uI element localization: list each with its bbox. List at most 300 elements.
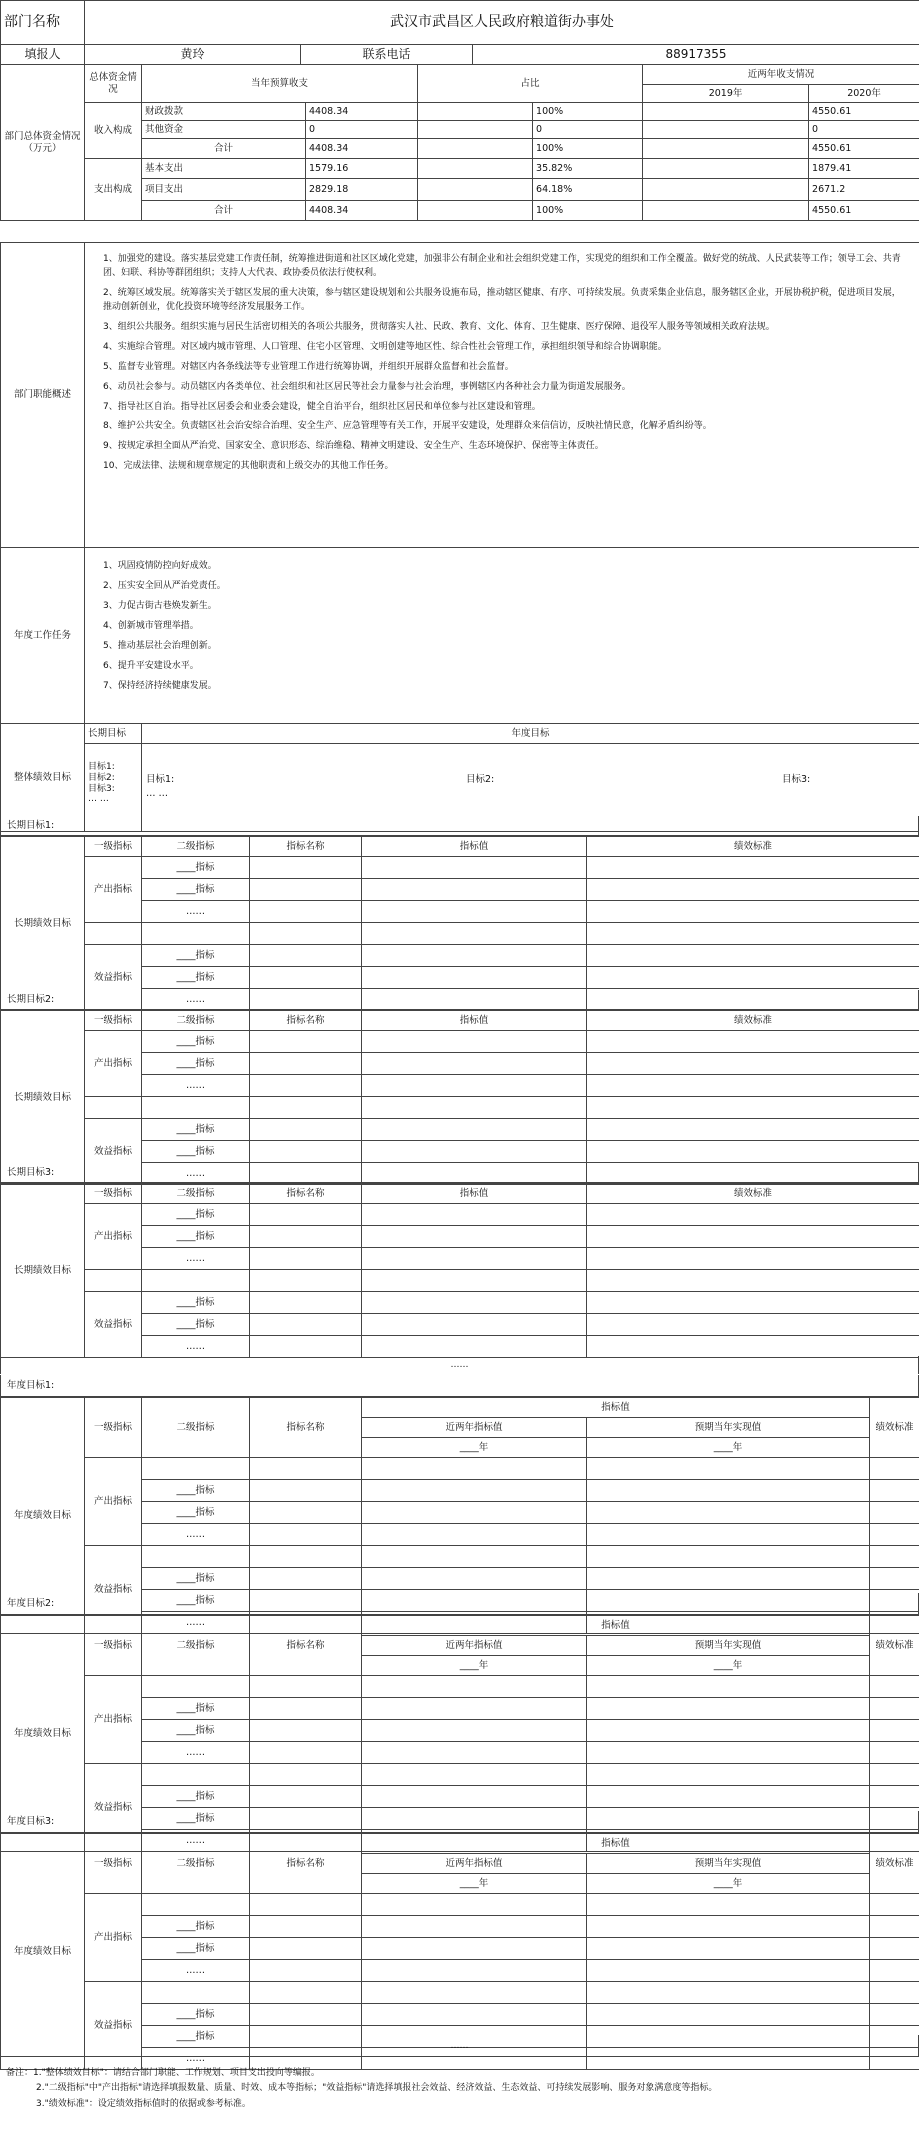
header-level2: 二级指标 (142, 1616, 250, 1676)
year-goal-2: 目标2: (466, 774, 495, 785)
empty-cell (250, 923, 362, 945)
expense-2019: 2671.2 (809, 179, 919, 201)
duty-item: 1、加强党的建设。落实基层党建工作责任制，统筹推进街道和社区区域化党建，加强非公有制企业和社会组织党建工作，实现党的组织和工作全覆盖。做好党的统战、人民武装等工作；领导工会、共青团、妇联、科协等群团组织；支持人大代表、政协委员依法行使权利。 (103, 254, 901, 278)
sub-indicator: ____指标 (142, 1119, 250, 1141)
header-table (0, 0, 919, 65)
empty-cell (362, 1292, 587, 1314)
long-side-label: 长期绩效目标 (1, 1011, 85, 1185)
expense-budget: 4408.34 (306, 201, 418, 221)
header-standard: 绩效标准 (870, 1398, 919, 1458)
sub-indicator: ____指标 (142, 1031, 250, 1053)
empty-cell (362, 879, 587, 901)
empty-cell (870, 2004, 919, 2026)
empty-cell (587, 1075, 919, 1097)
output-label: 产出指标 (85, 857, 142, 923)
funds-header-budget: 当年预算收支 (142, 65, 418, 103)
duties-list (85, 243, 919, 548)
empty-cell (250, 1031, 362, 1053)
note-item: 备注：1."整体绩效目标"：请结合部门职能、工作规划、项目支出投向等编报。 (6, 2068, 320, 2078)
empty-cell (870, 1524, 919, 1546)
duty-item: 7、指导社区自治。指导社区居委会和业委会建设，健全自治平台，组织社区居民和单位参与社区建设和管理。 (103, 401, 541, 412)
sub-indicator: ____指标 (142, 1808, 250, 1830)
empty-cell (870, 1916, 919, 1938)
empty-cell (250, 2004, 362, 2026)
year-goal-title: 年度目标2: (0, 1593, 919, 1615)
overall-label: 整体绩效目标 (1, 724, 85, 832)
year-goal-title: 年度目标3: (0, 1811, 919, 1833)
empty-cell (362, 1568, 587, 1590)
sub-indicator: ____指标 (142, 1720, 250, 1742)
empty-cell (250, 1676, 362, 1698)
header-level1: 一级指标 (85, 1398, 142, 1458)
empty-cell (870, 1676, 919, 1698)
long-side-label: 长期绩效目标 (1, 837, 85, 1011)
overview-table (0, 242, 919, 832)
sub-indicator: ____指标 (142, 1480, 250, 1502)
empty-cell (362, 967, 587, 989)
empty-cell (587, 1786, 870, 1808)
header-standard: 绩效标准 (870, 1834, 919, 1894)
empty-cell (250, 1336, 362, 1358)
header-level2: 二级指标 (142, 837, 250, 857)
empty-cell (870, 1938, 919, 1960)
phone-label: 联系电话 (301, 45, 473, 65)
empty-cell (362, 1075, 587, 1097)
income-name: 财政拨款 (142, 103, 306, 121)
sub-indicator: ____指标 (142, 1698, 250, 1720)
header-value: 指标值 (362, 837, 587, 857)
empty-cell (250, 1053, 362, 1075)
empty-cell (250, 1270, 362, 1292)
expense-2019: 1879.41 (809, 159, 919, 179)
year-goal-title: 年度目标1: (0, 1375, 919, 1397)
expense-2019: 4550.61 (809, 201, 919, 221)
funds-section-label: 部门总体资金情况（万元） (1, 65, 85, 221)
empty-cell (250, 1546, 362, 1568)
empty-cell (587, 1698, 870, 1720)
empty-cell (587, 857, 919, 879)
output-label: 产出指标 (85, 1676, 142, 1764)
duty-item: 2、统筹区域发展。统筹落实关于辖区发展的重大决策，参与辖区建设规划和公共服务设施布局，推动辖区健康、有序、可持续发展。负责采集企业信息，服务辖区企业，开展协税护税，促进项目发展，推动创新创业，优化投资环境等经济发展服务工作。 (103, 287, 901, 312)
empty-cell (362, 1141, 587, 1163)
empty-cell (362, 923, 587, 945)
sub-ellipsis: …… (142, 1075, 250, 1097)
empty-cell (587, 1502, 870, 1524)
expense-budget: 2829.18 (306, 179, 418, 201)
year-side-label: 年度绩效目标 (1, 1616, 85, 1852)
empty-cell (362, 945, 587, 967)
header-expect: 预期当年实现值 (587, 1418, 870, 1438)
empty-cell (362, 1248, 587, 1270)
header-level1: 一级指标 (85, 1184, 142, 1204)
header-level2: 二级指标 (142, 1011, 250, 1031)
empty-cell (250, 1502, 362, 1524)
empty-cell (250, 879, 362, 901)
task-item: 1、巩固疫情防控向好成效。 (103, 561, 217, 571)
header-level2: 二级指标 (142, 1184, 250, 1204)
benefit-label: 效益指标 (85, 1119, 142, 1185)
sub-indicator: ____指标 (142, 1141, 250, 1163)
empty-cell (250, 1764, 362, 1786)
empty-cell (587, 1720, 870, 1742)
overall-long-goals: 目标1: 目标2: 目标3: … … (85, 744, 142, 832)
empty-cell (587, 1894, 870, 1916)
empty-cell (587, 1742, 870, 1764)
empty-cell (587, 1546, 870, 1568)
tasks-list (85, 548, 919, 724)
empty-cell (587, 1248, 919, 1270)
empty-cell (587, 1458, 870, 1480)
empty-cell (587, 1292, 919, 1314)
sub-indicator: ____指标 (142, 1916, 250, 1938)
empty-cell (250, 1786, 362, 1808)
sub-indicator: ____指标 (142, 1786, 250, 1808)
year-cell: ____年 (587, 1656, 870, 1676)
filler-name: 黄玲 (85, 45, 301, 65)
empty-cell (587, 1053, 919, 1075)
income-budget: 4408.34 (306, 139, 418, 159)
expense-name: 合计 (142, 201, 306, 221)
empty-cell (250, 1119, 362, 1141)
year-goal-1: 目标1: (146, 774, 175, 785)
duty-item: 5、监督专业管理。对辖区内各条线法等专业管理工作进行统筹协调，并组织开展群众监督和社会监督。 (103, 361, 514, 372)
income-2019: 0 (809, 121, 919, 139)
empty-cell (250, 1204, 362, 1226)
income-name: 合计 (142, 139, 306, 159)
header-standard: 绩效标准 (587, 837, 919, 857)
sub-indicator: ____指标 (142, 1314, 250, 1336)
header-level2: 二级指标 (142, 1834, 250, 1894)
empty-cell (142, 1982, 250, 2004)
empty-cell (362, 1960, 587, 1982)
empty-cell (250, 1097, 362, 1119)
empty-cell (142, 1676, 250, 1698)
notes (0, 2064, 919, 2114)
dept-label: 部门名称 (1, 1, 85, 45)
empty-cell (587, 901, 919, 923)
empty-cell (587, 1336, 919, 1358)
expense-name: 基本支出 (142, 159, 306, 179)
header-level1: 一级指标 (85, 1616, 142, 1676)
empty-cell (587, 1524, 870, 1546)
benefit-label: 效益指标 (85, 1546, 142, 1634)
empty-cell (587, 1982, 870, 2004)
empty-cell (142, 1764, 250, 1786)
sub-indicator: ____指标 (142, 1568, 250, 1590)
header-standard: 绩效标准 (587, 1184, 919, 1204)
funds-header-total: 总体资金情况 (85, 65, 142, 103)
sub-indicator: ____指标 (142, 1226, 250, 1248)
empty-cell (587, 1568, 870, 1590)
empty-cell (870, 1786, 919, 1808)
empty-cell (587, 1119, 919, 1141)
sub-indicator: ____指标 (142, 1502, 250, 1524)
income-budget: 0 (306, 121, 418, 139)
empty-cell (250, 1938, 362, 1960)
empty-cell (587, 1764, 870, 1786)
sub-indicator: ____指标 (142, 967, 250, 989)
header-level1: 一级指标 (85, 1011, 142, 1031)
empty-cell (250, 1524, 362, 1546)
note-item: 3."绩效标准"：设定绩效指标值时的依据或参考标准。 (36, 2098, 251, 2109)
sub-indicator: ____指标 (142, 1204, 250, 1226)
long-goal-title: 长期目标1: (0, 816, 919, 836)
empty-cell (587, 1204, 919, 1226)
header-name: 指标名称 (250, 837, 362, 857)
year-goal-more: … … (146, 788, 169, 799)
sub-indicator: ____指标 (142, 1292, 250, 1314)
empty-cell (250, 1568, 362, 1590)
funds-header-2019: 2019年 (643, 85, 809, 103)
header-name: 指标名称 (250, 1616, 362, 1676)
empty-cell (870, 1568, 919, 1590)
empty-cell (250, 1292, 362, 1314)
header-value: 指标值 (362, 1184, 587, 1204)
empty-cell (362, 1982, 587, 2004)
header-recent: 近两年指标值 (362, 1854, 587, 1874)
header-recent: 近两年指标值 (362, 1636, 587, 1656)
tasks-label: 年度工作任务 (1, 548, 85, 724)
header-name: 指标名称 (250, 1834, 362, 1894)
spacer-cell (85, 923, 142, 945)
empty-cell (870, 1960, 919, 1982)
year-cell: ____年 (587, 1874, 870, 1894)
sub-ellipsis: …… (142, 1524, 250, 1546)
output-label: 产出指标 (85, 1031, 142, 1097)
year-goal-3: 目标3: (782, 774, 811, 785)
empty-cell (587, 1270, 919, 1292)
sub-ellipsis: …… (142, 1612, 250, 1634)
duty-item: 9、按规定承担全面从严治党、国家安全、意识形态、综治维稳、精神文明建设、安全生产、生态环境保护、保密等主体责任。 (103, 441, 604, 452)
income-ratio: 100% (533, 139, 643, 159)
sub-ellipsis: …… (142, 1163, 250, 1185)
sub-indicator: ____指标 (142, 857, 250, 879)
sub-indicator: ____指标 (142, 1053, 250, 1075)
expense-budget: 1579.16 (306, 159, 418, 179)
empty-cell (870, 1458, 919, 1480)
empty-cell (587, 1676, 870, 1698)
empty-cell (250, 1894, 362, 1916)
header-expect: 预期当年实现值 (587, 1636, 870, 1656)
empty-cell (142, 1270, 250, 1292)
header-value: 指标值 (362, 1398, 870, 1418)
empty-cell (587, 879, 919, 901)
header-value: 指标值 (362, 1834, 870, 1854)
empty-cell (870, 1982, 919, 2004)
empty-cell (362, 1698, 587, 1720)
year-side-label: 年度绩效目标 (1, 1398, 85, 1634)
header-value: 指标值 (362, 1011, 587, 1031)
empty-cell (142, 1546, 250, 1568)
year-side-label: 年度绩效目标 (1, 1834, 85, 2070)
sub-ellipsis: …… (142, 1248, 250, 1270)
empty-cell (250, 857, 362, 879)
task-item: 4、创新城市管理举措。 (103, 620, 199, 631)
spacer-cell (85, 1097, 142, 1119)
year-cell: ____年 (587, 1438, 870, 1458)
empty-cell (870, 1698, 919, 1720)
empty-cell (362, 1916, 587, 1938)
task-item: 2、压实安全回从严治党责任。 (103, 580, 226, 591)
income-ratio: 0 (533, 121, 643, 139)
header-name: 指标名称 (250, 1011, 362, 1031)
benefit-label: 效益指标 (85, 945, 142, 1011)
empty-cell (362, 1119, 587, 1141)
empty-cell (250, 1226, 362, 1248)
benefit-label: 效益指标 (85, 1292, 142, 1358)
empty-cell (142, 1894, 250, 1916)
sub-ellipsis: …… (142, 1742, 250, 1764)
empty-cell (250, 1916, 362, 1938)
empty-cell (362, 1524, 587, 1546)
empty-cell (362, 2004, 587, 2026)
empty-cell (250, 1248, 362, 1270)
task-item: 5、推动基层社会治理创新。 (103, 640, 217, 651)
empty-cell (362, 1480, 587, 1502)
benefit-label: 效益指标 (85, 1764, 142, 1852)
ellipsis-row: …… (0, 1356, 919, 1374)
empty-cell (870, 1764, 919, 1786)
empty-cell (250, 1698, 362, 1720)
empty-cell (362, 1270, 587, 1292)
dept-name: 武汉市武昌区人民政府粮道街办事处 (85, 1, 919, 45)
header-level2: 二级指标 (142, 1398, 250, 1458)
long-goal-title: 长期目标3: (0, 1163, 919, 1183)
empty-cell (250, 1720, 362, 1742)
funds-header-ratio: 占比 (418, 65, 643, 103)
empty-cell (250, 1742, 362, 1764)
empty-cell (250, 967, 362, 989)
empty-cell (587, 1960, 870, 1982)
long-side-label: 长期绩效目标 (1, 1184, 85, 1358)
empty-cell (142, 1097, 250, 1119)
sub-indicator: ____指标 (142, 945, 250, 967)
header-standard: 绩效标准 (870, 1616, 919, 1676)
empty-cell (362, 1458, 587, 1480)
long-goal-table (0, 1010, 919, 1185)
sub-ellipsis: …… (142, 1830, 250, 1852)
empty-cell (250, 1960, 362, 1982)
long-goal-table (0, 1183, 919, 1358)
task-item: 6、提升平安建设水平。 (103, 660, 199, 671)
empty-cell (362, 901, 587, 923)
empty-cell (870, 1480, 919, 1502)
funds-table (0, 64, 919, 221)
empty-cell (587, 1916, 870, 1938)
expense-ratio: 100% (533, 201, 643, 221)
income-budget: 4408.34 (306, 103, 418, 121)
duty-item: 4、实施综合管理。对区域内城市管理、人口管理、住宅小区管理、文明创建等地区性、综合性社会管理工作，承担组织领导和综合协调职能。 (103, 341, 667, 352)
phone-value: 88917355 (473, 45, 919, 65)
empty-cell (362, 1336, 587, 1358)
empty-cell (250, 1314, 362, 1336)
duty-item: 3、组织公共服务。组织实施与居民生活密切相关的各项公共服务，贯彻落实人社、民政、教育、文化、体育、卫生健康、医疗保障、退役军人服务等领域相关政府法规。 (103, 321, 775, 332)
empty-cell (587, 1314, 919, 1336)
duty-item: 6、动员社会参与。动员辖区内各类单位、社会组织和社区居民等社会力量参与社会治理，事例辖区内各种社会力量为街道发展服务。 (103, 381, 631, 392)
output-label: 产出指标 (85, 1458, 142, 1546)
empty-cell (362, 857, 587, 879)
overall-long-label: 长期目标 (85, 724, 142, 744)
sub-indicator: ____指标 (142, 1938, 250, 1960)
year-cell: ____年 (362, 1438, 587, 1458)
empty-cell (362, 1720, 587, 1742)
expense-ratio: 64.18% (533, 179, 643, 201)
empty-cell (362, 1676, 587, 1698)
income-ratio: 100% (533, 103, 643, 121)
empty-cell (250, 945, 362, 967)
expense-ratio: 35.82% (533, 159, 643, 179)
header-value: 指标值 (362, 1616, 870, 1636)
output-label: 产出指标 (85, 1204, 142, 1270)
ellipsis-row: …… (0, 2035, 919, 2057)
header-level1: 一级指标 (85, 1834, 142, 1894)
sub-indicator: ____指标 (142, 2004, 250, 2026)
empty-cell (587, 1097, 919, 1119)
long-goal-table (0, 836, 919, 1011)
header-standard: 绩效标准 (587, 1011, 919, 1031)
empty-cell (250, 1458, 362, 1480)
empty-cell (362, 1764, 587, 1786)
year-cell: ____年 (362, 1656, 587, 1676)
header-recent: 近两年指标值 (362, 1418, 587, 1438)
empty-cell (250, 1141, 362, 1163)
sub-indicator: ____指标 (142, 879, 250, 901)
filler-label: 填报人 (1, 45, 85, 65)
expense-name: 项目支出 (142, 179, 306, 201)
empty-cell (587, 1226, 919, 1248)
task-item: 7、保持经济持续健康发展。 (103, 680, 217, 691)
empty-cell (587, 967, 919, 989)
empty-cell (250, 1480, 362, 1502)
header-expect: 预期当年实现值 (587, 1854, 870, 1874)
empty-cell (870, 1894, 919, 1916)
empty-cell (142, 1458, 250, 1480)
header-name: 指标名称 (250, 1184, 362, 1204)
empty-cell (587, 945, 919, 967)
empty-cell (362, 1502, 587, 1524)
empty-cell (362, 1938, 587, 1960)
sub-indicator: ____指标 (142, 1590, 250, 1612)
empty-cell (362, 1053, 587, 1075)
sub-ellipsis: …… (142, 1336, 250, 1358)
empty-cell (587, 1480, 870, 1502)
empty-cell (870, 1546, 919, 1568)
expense-label: 支出构成 (85, 159, 142, 221)
empty-cell (587, 2004, 870, 2026)
sub-ellipsis: …… (142, 2048, 250, 2070)
empty-cell (362, 1742, 587, 1764)
funds-header-recent: 近两年收支情况 (643, 65, 919, 85)
empty-cell (362, 1031, 587, 1053)
empty-cell (587, 923, 919, 945)
empty-cell (250, 901, 362, 923)
income-2019: 4550.61 (809, 139, 919, 159)
note-item: 2."二级指标"中"产出指标"请选择填报数量、质量、时效、成本等指标；"效益指标"请选择填报社会效益、经济效益、生态效益、可持续发展影响、服务对象满意度等指标。 (36, 2083, 718, 2094)
empty-cell (250, 1982, 362, 2004)
empty-cell (870, 1720, 919, 1742)
long-goal-title: 长期目标2: (0, 990, 919, 1010)
header-level1: 一级指标 (85, 837, 142, 857)
duties-label: 部门职能概述 (1, 243, 85, 548)
empty-cell (362, 1546, 587, 1568)
empty-cell (870, 1742, 919, 1764)
sub-indicator: ____指标 (142, 2026, 250, 2048)
empty-cell (362, 1097, 587, 1119)
sub-ellipsis: …… (142, 901, 250, 923)
sub-ellipsis: …… (142, 1960, 250, 1982)
year-cell: ____年 (362, 1874, 587, 1894)
output-label: 产出指标 (85, 1894, 142, 1982)
